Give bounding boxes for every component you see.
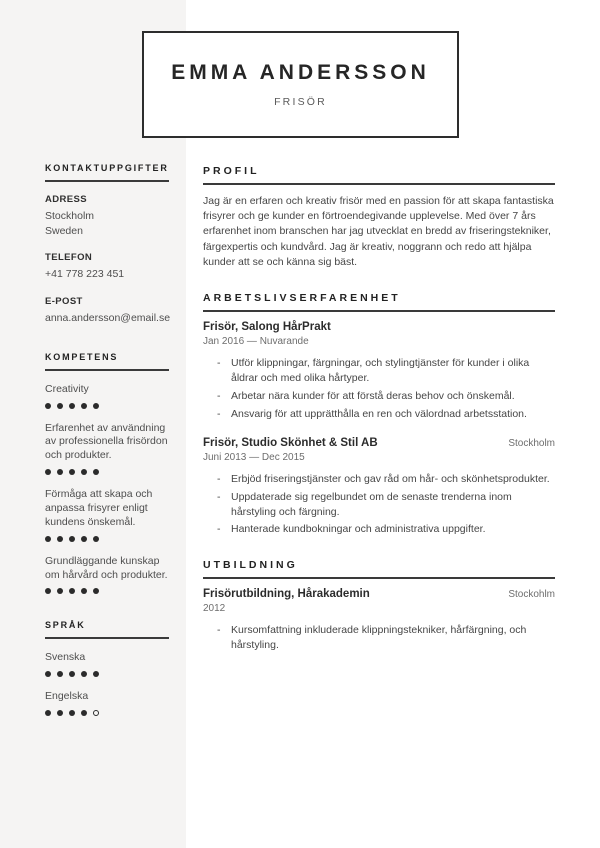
bullet-marker: - [217,523,221,536]
rating-dot-filled [93,588,99,594]
contact-value: Sweden [45,224,83,237]
skill-rating-dots [45,403,169,409]
profile-section [203,165,555,270]
job-header [203,437,555,449]
main-column [203,165,555,675]
skill-item [45,422,169,476]
skill-rating-dots [45,536,169,542]
skill-item [45,383,169,409]
bullet-item [203,623,555,653]
language-rating-dots [45,710,169,716]
experience-section [203,292,555,537]
job-period: Jan 2016 — Nuvarande [203,336,309,348]
rating-dot-filled [45,469,51,475]
contact-label: E-POST [45,296,83,308]
rating-dot-filled [93,671,99,677]
job-location: Stockholm [508,437,555,449]
bullet-text: Ansvarig för att upprätthålla en ren och välordnad arbetsstation. [231,407,527,420]
contact-item-phone [45,252,169,282]
skill-label: Förmåga att skapa och anpassa frisyrer enligt kundens önskemål. [45,488,153,528]
bullet-item [203,490,555,520]
rating-dot-filled [45,588,51,594]
bullet-marker: - [217,407,221,420]
person-name: EMMA ANDERSSON [171,61,430,84]
job-bullet-list [203,472,555,538]
bullet-text: Erbjöd friseringstjänster och gav råd om hår- och skönhetsprodukter. [231,472,550,485]
education-entry [203,588,555,653]
bullet-text: Arbetar nära kunder för att förstå deras behov och önskemål. [231,389,515,402]
skills-heading: KOMPETENS [45,352,169,371]
rating-dot-filled [69,671,75,677]
name-header-box [142,31,459,138]
contact-value: Stockholm [45,210,95,222]
education-title: Frisörutbildning, Hårakademin [203,588,370,601]
bullet-marker: - [217,490,221,503]
rating-dot-filled [45,403,51,409]
contact-heading: KONTAKTUPPGIFTER [45,163,169,182]
skill-rating-dots [45,588,169,594]
rating-dot-filled [81,469,87,475]
job-entry [203,437,555,538]
language-label: Svenska [45,651,86,664]
language-label: Engelska [45,690,89,703]
rating-dot-filled [81,403,87,409]
rating-dot-filled [93,536,99,542]
bullet-text: Kursomfattning inkluderade klippningstekniker, hårfärgning, och hårstyling. [231,624,527,652]
experience-heading: ARBETSLIVSERFARENHET [203,292,555,312]
bullet-item [203,407,555,422]
rating-dot-filled [93,469,99,475]
bullet-marker: - [217,472,221,485]
job-entry [203,321,555,422]
rating-dot-filled [93,403,99,409]
rating-dot-filled [45,671,51,677]
rating-dot-filled [69,469,75,475]
job-header [203,321,555,333]
language-rating-dots [45,671,169,677]
bullet-item [203,522,555,537]
rating-dot-filled [81,588,87,594]
bullet-marker: - [217,389,221,402]
contact-item-email [45,296,169,326]
rating-dot-filled [69,403,75,409]
rating-dot-filled [45,536,51,542]
education-section [203,559,555,653]
rating-dot-filled [69,588,75,594]
bullet-marker: - [217,624,221,637]
profile-heading: PROFIL [203,165,555,185]
rating-dot-filled [57,469,63,475]
languages-heading: SPRÅK [45,620,169,639]
education-bullet-list [203,623,555,653]
language-item [45,651,169,677]
rating-dot-filled [69,536,75,542]
bullet-marker: - [217,357,221,370]
email-address: anna.andersson@email.se [45,312,171,325]
language-item [45,690,169,716]
rating-dot-filled [69,710,75,716]
rating-dot-filled [57,671,63,677]
rating-dot-filled [57,588,63,594]
skill-label: Erfarenhet av användning av professionella frisördon och produkter. [45,421,168,462]
job-bullet-list [203,356,555,422]
bullet-item [203,472,555,487]
bullet-item [203,389,555,404]
education-heading: UTBILDNING [203,559,555,579]
bullet-text: Hanterade kundbokningar och administrativa uppgifter. [231,523,486,536]
languages-section [45,620,169,716]
contact-item-address [45,194,169,238]
skill-label: Grundläggande kunskap om hårvård och produkter. [45,554,168,581]
skills-section [45,352,169,595]
education-location: Stockohlm [508,589,555,601]
person-job-title: FRISÖR [274,96,327,108]
rating-dot-filled [57,403,63,409]
rating-dot-filled [81,671,87,677]
education-period: 2012 [203,603,226,615]
contact-section [45,163,169,326]
profile-text: Jag är en erfaren och kreativ frisör med en passion för att skapa fantastiska frisyrer och ge kunder en förtroendegivande upplevelse. Med över 7 års erfarenhet inom branschen har jag utvecklat en bredd av friseringstekniker, färgexpertis och kundvård. Jag är kreativ, noggrann och redo att hjälpa kunder att se och känna sig bäst. [203,195,554,268]
rating-dot-filled [57,710,63,716]
bullet-item [203,356,555,386]
contact-label: ADRESS [45,194,87,205]
skill-rating-dots [45,469,169,475]
job-title: Frisör, Salong HårPrakt [203,321,331,334]
bullet-text: Utför klippningar, färgningar, och stylingtjänster för kunder i olika åldrar och med olika hårtyper. [231,357,530,384]
rating-dot-filled [81,536,87,542]
job-period: Juni 2013 — Dec 2015 [203,451,305,463]
rating-dot-empty [93,710,99,716]
skill-label: Creativity [45,382,89,395]
contact-label: TELEFON [45,252,93,264]
bullet-text: Uppdaterade sig regelbundet om de senaste trenderna inom hårstyling och färgning. [231,490,512,518]
phone-number: +41 778 223 451 [45,268,125,281]
skill-item [45,488,169,542]
skill-item [45,555,169,595]
rating-dot-filled [45,710,51,716]
rating-dot-filled [81,710,87,716]
rating-dot-filled [57,536,63,542]
job-title: Frisör, Studio Skönhet & Stil AB [203,436,378,449]
education-header [203,588,555,600]
